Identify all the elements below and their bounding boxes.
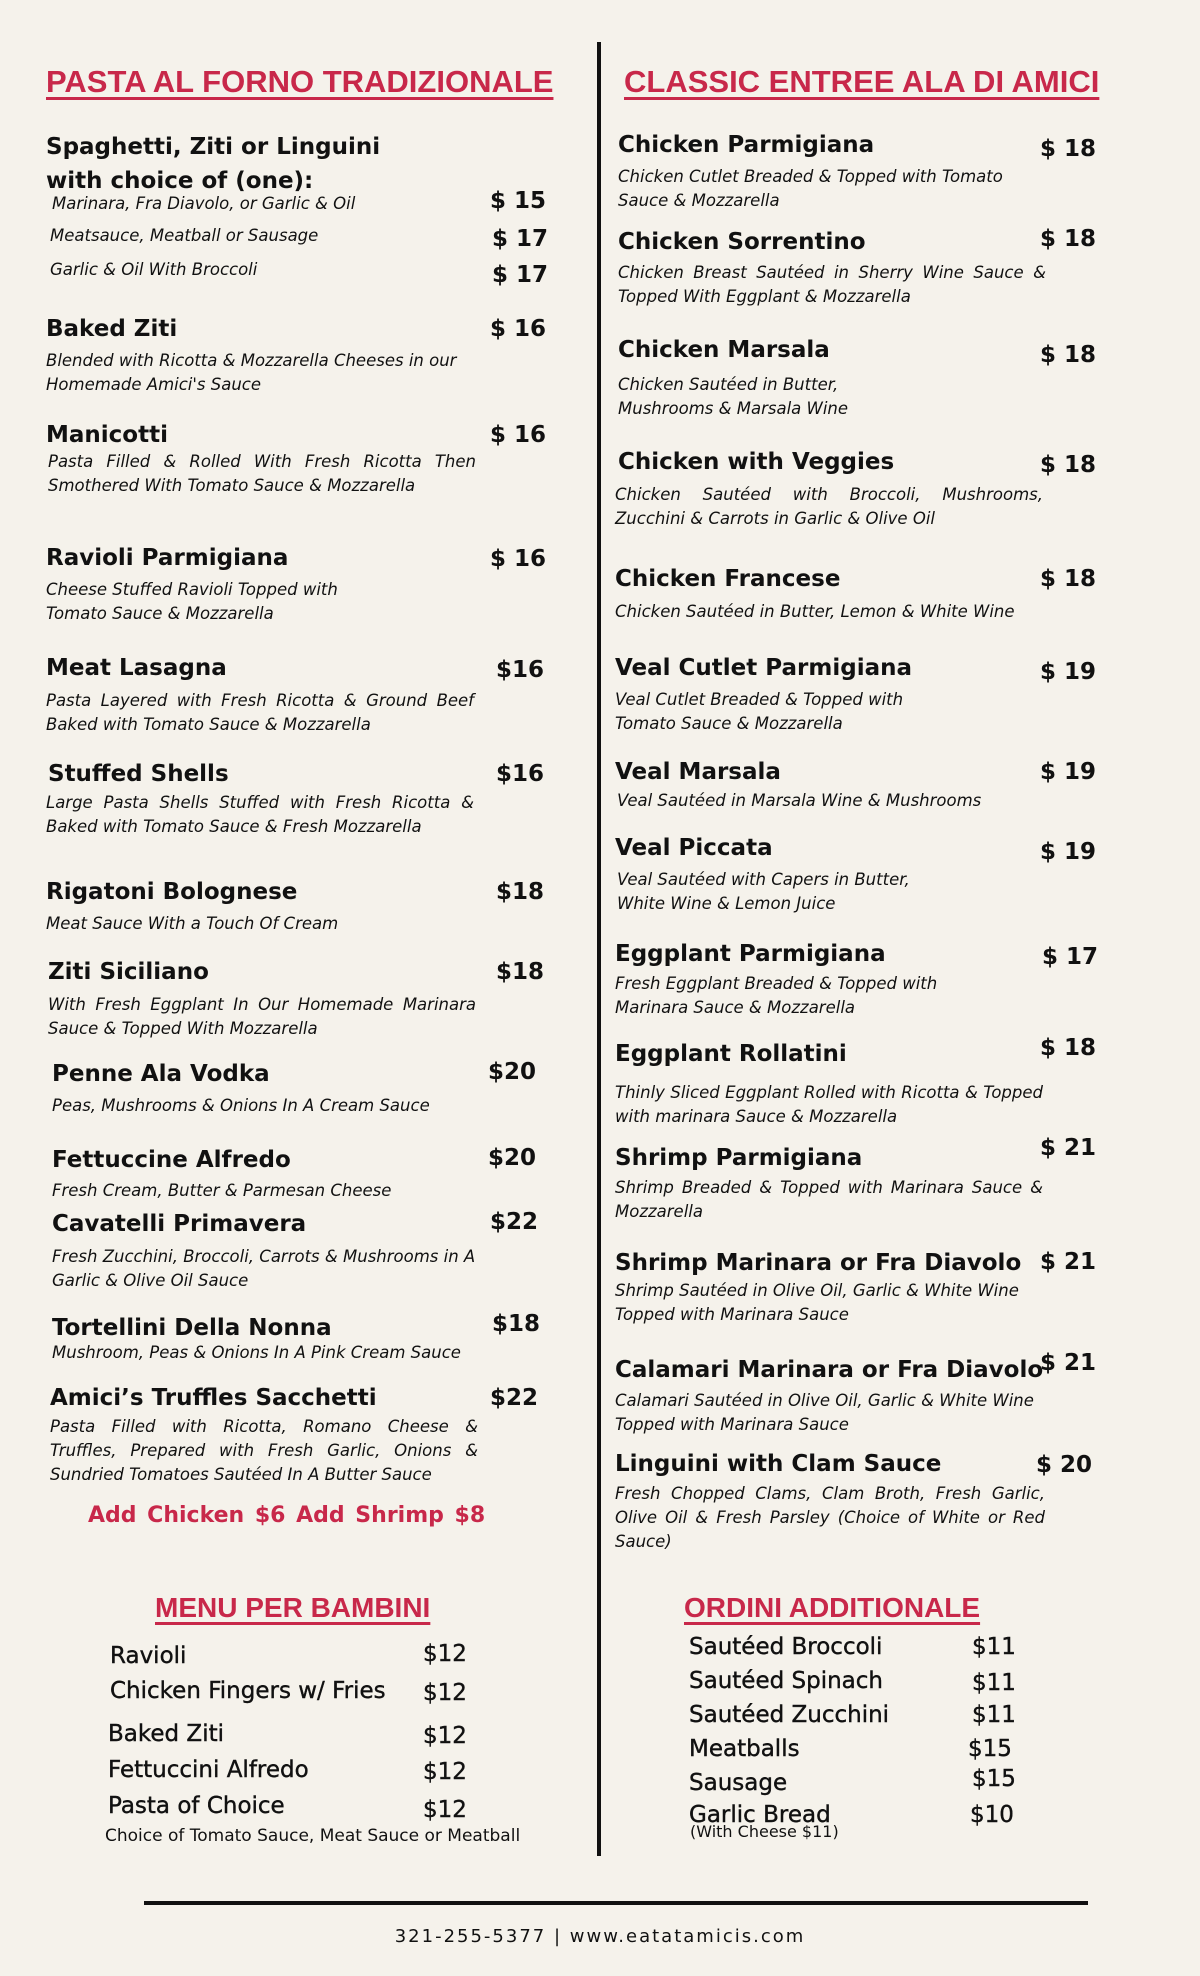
pasta-item-price: $ 16	[490, 422, 547, 448]
bambini-section-heading: MENU PER BAMBINI	[155, 1592, 431, 1623]
ordini-item-price: $15	[972, 1766, 1016, 1792]
entree-item-name: Veal Marsala	[615, 759, 781, 785]
footer-phone: 321-255-5377	[394, 1926, 547, 1947]
entree-item-desc: Veal Sautéed with Capers in Butter, White Wine & Lemon Juice	[617, 870, 910, 913]
entree-item-price: $ 18	[1040, 1035, 1097, 1061]
spaghetti-option-2-price: $ 17	[492, 226, 549, 252]
pasta-item-desc: Blended with Ricotta & Mozzarella Cheeses in our Homemade Amici's Sauce	[46, 351, 457, 394]
entree-item-desc: Chicken Sautéed in Butter, Lemon & White Wine	[615, 602, 1015, 621]
ordini-section-heading: ORDINI ADDITIONALE	[684, 1592, 981, 1623]
spaghetti-option-1-price: $ 15	[490, 188, 547, 214]
pasta-item-name: Cavatelli Primavera	[52, 1211, 307, 1237]
pasta-item-desc: Pasta Filled & Rolled With Fresh Ricotta Then Smothered With Tomato Sauce & Mozzarella	[48, 452, 476, 495]
pasta-item-desc: Peas, Mushrooms & Onions In A Cream Sauce	[52, 1096, 430, 1115]
ordini-item-name: Meatballs	[689, 1736, 800, 1762]
entree-item-price: $ 21	[1040, 1135, 1097, 1161]
entree-item-price: $ 21	[1040, 1249, 1097, 1275]
entree-item-desc: Calamari Sautéed in Olive Oil, Garlic & White Wine Topped with Marinara Sauce	[615, 1391, 1034, 1434]
entree-item-desc: Fresh Chopped Clams, Clam Broth, Fresh Garlic, Olive Oil & Fresh Parsley (Choice of White or Red Sauce)	[615, 1484, 1045, 1551]
ordini-item-price: $11	[972, 1634, 1016, 1660]
bambini-item-name: Pasta of Choice	[108, 1793, 285, 1819]
pasta-item-price: $22	[490, 1385, 539, 1411]
pasta-item-price: $20	[488, 1145, 537, 1171]
pasta-item-price: $18	[496, 879, 545, 905]
entree-item-name: Veal Piccata	[615, 835, 773, 861]
entree-item-desc: Fresh Eggplant Breaded & Topped with Marinara Sauce & Mozzarella	[615, 974, 938, 1017]
pasta-item-name: Ravioli Parmigiana	[46, 545, 289, 571]
entree-item-name: Shrimp Parmigiana	[615, 1145, 863, 1171]
pasta-item-price: $16	[496, 657, 545, 683]
entree-section-heading: CLASSIC ENTREE ALA DI AMICI	[624, 64, 1100, 99]
spaghetti-option-1: Marinara, Fra Diavolo, or Garlic & Oil	[52, 194, 356, 213]
pasta-item-price: $16	[496, 761, 545, 787]
entree-item-name: Linguini with Clam Sauce	[615, 1451, 942, 1477]
entree-item-price: $ 19	[1040, 839, 1097, 865]
ordini-item-name: Sautéed Spinach	[689, 1668, 883, 1694]
entree-item-desc: Chicken Sautéed with Broccoli, Mushrooms, Zucchini & Carrots in Garlic & Olive Oil	[615, 485, 1043, 528]
bambini-item-price: $12	[423, 1797, 467, 1823]
entree-item-price: $ 18	[1040, 342, 1097, 368]
ordini-item-name: Sautéed Broccoli	[689, 1634, 883, 1660]
pasta-item-price: $18	[492, 1311, 541, 1337]
pasta-section-heading: PASTA AL FORNO TRADIZIONALE	[46, 64, 554, 99]
pasta-item-desc: Pasta Filled with Ricotta, Romano Cheese & Truffles, Prepared with Fresh Garlic, Onions & Sundried Tomatoes Sautéed In A Butter Sauce	[50, 1417, 478, 1484]
pasta-item-name: Rigatoni Bolognese	[46, 879, 298, 905]
footer-separator: |	[553, 1926, 563, 1947]
entree-item-name: Chicken with Veggies	[618, 449, 895, 475]
pasta-item-price: $18	[496, 959, 545, 985]
entree-item-name: Chicken Parmigiana	[618, 132, 875, 158]
ordini-item-name: Sautéed Zucchini	[689, 1702, 890, 1728]
spaghetti-option-3-price: $ 17	[492, 262, 549, 288]
entree-item-name: Eggplant Parmigiana	[615, 941, 886, 967]
entree-item-name: Chicken Francese	[615, 566, 841, 592]
entree-item-name: Chicken Marsala	[618, 337, 830, 363]
pasta-item-desc: Cheese Stuffed Ravioli Topped with Tomato Sauce & Mozzarella	[46, 580, 338, 623]
ordini-item-price: $15	[968, 1736, 1012, 1762]
ordini-item-price: $11	[972, 1702, 1016, 1728]
pasta-item-name: Tortellini Della Nonna	[52, 1315, 332, 1341]
pasta-addons: Add Chicken $6 Add Shrimp $8	[88, 1503, 486, 1528]
bambini-item-name: Fettuccini Alfredo	[108, 1757, 309, 1783]
bambini-note: Choice of Tomato Sauce, Meat Sauce or Meatball	[105, 1826, 521, 1846]
spaghetti-title-line1: Spaghetti, Ziti or Linguini	[46, 134, 381, 160]
bambini-item-price: $12	[423, 1759, 467, 1785]
entree-item-price: $ 18	[1040, 136, 1097, 162]
pasta-item-price: $20	[488, 1059, 537, 1085]
entree-item-name: Eggplant Rollatini	[615, 1041, 847, 1067]
pasta-item-price: $ 16	[490, 546, 547, 572]
pasta-item-desc: Large Pasta Shells Stuffed with Fresh Ricotta & Baked with Tomato Sauce & Fresh Mozzarella	[46, 793, 474, 836]
ordini-item-name: Garlic Bread	[689, 1802, 831, 1828]
bambini-item-name: Chicken Fingers w/ Fries	[110, 1678, 386, 1704]
bambini-item-price: $12	[423, 1723, 467, 1749]
spaghetti-option-2: Meatsauce, Meatball or Sausage	[50, 226, 319, 245]
entree-item-name: Chicken Sorrentino	[618, 229, 866, 255]
entree-item-price: $ 17	[1042, 944, 1099, 970]
pasta-item-desc: Meat Sauce With a Touch Of Cream	[46, 914, 339, 933]
entree-item-desc: Chicken Cutlet Breaded & Topped with Tomato Sauce & Mozzarella	[618, 167, 1003, 210]
spaghetti-option-3: Garlic & Oil With Broccoli	[50, 260, 258, 279]
bambini-item-price: $12	[423, 1641, 467, 1667]
ordini-item-name: Sausage	[689, 1770, 788, 1796]
entree-item-price: $ 19	[1040, 759, 1097, 785]
entree-item-price: $ 20	[1036, 1452, 1093, 1478]
entree-item-name: Shrimp Marinara or Fra Diavolo	[615, 1250, 1022, 1276]
entree-item-price: $ 19	[1040, 659, 1097, 685]
entree-item-desc: Thinly Sliced Eggplant Rolled with Ricotta & Topped with marinara Sauce & Mozzarella	[615, 1083, 1043, 1126]
pasta-item-desc: Fresh Cream, Butter & Parmesan Cheese	[52, 1181, 392, 1200]
entree-item-name: Calamari Marinara or Fra Diavolo	[615, 1357, 1044, 1383]
pasta-item-name: Amici’s Truffles Sacchetti	[50, 1385, 377, 1411]
entree-item-desc: Chicken Breast Sautéed in Sherry Wine Sauce & Topped With Eggplant & Mozzarella	[618, 263, 1046, 306]
entree-item-desc: Shrimp Sautéed in Olive Oil, Garlic & White Wine Topped with Marinara Sauce	[615, 1281, 1019, 1324]
entree-item-desc: Veal Cutlet Breaded & Topped with Tomato Sauce & Mozzarella	[615, 690, 904, 733]
pasta-item-name: Baked Ziti	[46, 316, 178, 342]
pasta-item-name: Manicotti	[46, 422, 168, 448]
spaghetti-title-line2: with choice of (one):	[46, 168, 314, 194]
footer-divider	[144, 1901, 1088, 1905]
entree-item-price: $ 18	[1040, 226, 1097, 252]
ordini-item-price: $11	[972, 1670, 1016, 1696]
footer	[0, 1926, 1200, 1947]
pasta-item-name: Stuffed Shells	[48, 761, 229, 787]
pasta-item-desc: With Fresh Eggplant In Our Homemade Marinara Sauce & Topped With Mozzarella	[48, 995, 476, 1038]
entree-item-price: $ 21	[1040, 1350, 1097, 1376]
bambini-item-name: Ravioli	[110, 1643, 187, 1669]
bambini-item-price: $12	[423, 1680, 467, 1706]
bambini-item-name: Baked Ziti	[108, 1721, 224, 1747]
ordini-item-price: $10	[970, 1802, 1014, 1828]
pasta-item-name: Fettuccine Alfredo	[52, 1147, 291, 1173]
entree-item-desc: Veal Sautéed in Marsala Wine & Mushrooms	[617, 791, 982, 810]
entree-item-price: $ 18	[1040, 452, 1097, 478]
entree-item-desc: Chicken Sautéed in Butter, Mushrooms & Marsala Wine	[618, 375, 849, 418]
entree-item-name: Veal Cutlet Parmigiana	[615, 655, 913, 681]
entree-item-desc: Shrimp Breaded & Topped with Marinara Sauce & Mozzarella	[615, 1178, 1043, 1221]
pasta-item-price: $22	[490, 1209, 539, 1235]
pasta-item-price: $ 16	[490, 316, 547, 342]
column-divider	[597, 42, 601, 1856]
pasta-item-desc: Mushroom, Peas & Onions In A Pink Cream Sauce	[52, 1343, 461, 1362]
pasta-item-desc: Fresh Zucchini, Broccoli, Carrots & Mushrooms in A Garlic & Olive Oil Sauce	[52, 1247, 476, 1290]
pasta-item-name: Meat Lasagna	[46, 655, 227, 681]
pasta-item-name: Ziti Siciliano	[48, 959, 209, 985]
footer-website[interactable]: www.eatatamicis.com	[569, 1926, 806, 1947]
entree-item-price: $ 18	[1040, 566, 1097, 592]
pasta-item-name: Penne Ala Vodka	[52, 1061, 270, 1087]
garlic-bread-note: (With Cheese $11)	[690, 1822, 839, 1841]
pasta-item-desc: Pasta Layered with Fresh Ricotta & Ground Beef Baked with Tomato Sauce & Mozzarella	[46, 691, 474, 734]
